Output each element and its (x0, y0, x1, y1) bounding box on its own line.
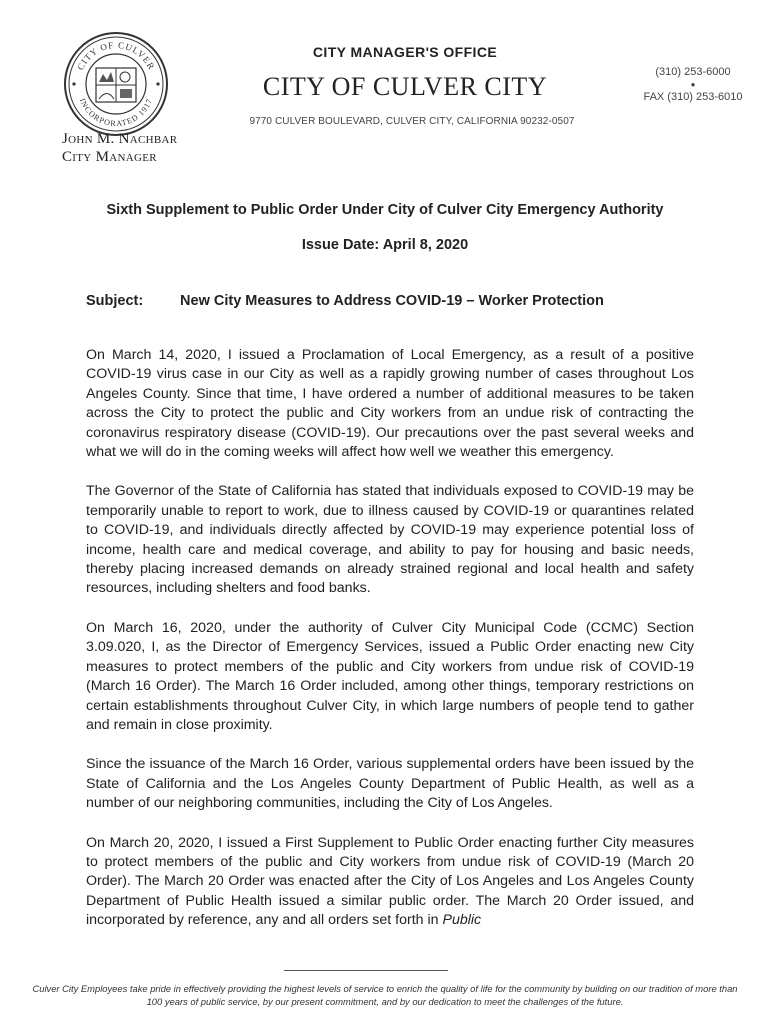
subject-line (86, 293, 604, 309)
city-manager-name: John M. Nachbar (62, 131, 178, 147)
footer-divider (284, 970, 448, 971)
city-manager-title: City Manager (62, 149, 157, 165)
seal-bottom-text: INCORPORATED 1917 (77, 96, 155, 129)
subject-label: Subject: (86, 293, 144, 309)
body-paragraph-last (86, 834, 694, 931)
svg-text:CITY OF CULVER (75, 40, 157, 72)
footer-motto: Culver City Employees take pride in effectively providing the highest levels of service to enrich the quality of life for the community by building on our tradition of more than 100 years of public service, by our present commitment, and by our dedication to meet the challenges of the future. (32, 983, 738, 1007)
issue-date: Issue Date: April 8, 2020 (301, 237, 469, 253)
city-seal-icon (62, 30, 170, 138)
body-paragraph-italic: Public (442, 912, 482, 929)
seal-top-text: CITY OF CULVER (75, 39, 157, 72)
contact-block (628, 66, 758, 103)
body-paragraph: Since the issuance of the March 16 Order, various supplemental orders have been issued by the State of California and the Los Angeles County Department of Public Health, as well as a number of our neighboring communities, including the City of Los Angeles. (86, 756, 694, 812)
bullet-icon: ● (690, 80, 696, 89)
body-paragraph: The Governor of the State of California has stated that individuals exposed to COVID-19 may be temporarily unable to report to work, due to illness caused by COVID-19 or quarantines related to COVID-19, and individuals directly affected by COVID-19 may experience potential loss of income, health care and medical coverage, and ability to pay for housing and basic needs, thereby placing increased demands on already strained regional and local health and safety resources, including shelters and food banks. (86, 483, 694, 597)
office-address: 9770 CULVER BOULEVARD, CULVER CITY, CALIFORNIA 90232-0507 (249, 116, 575, 127)
document-title: Sixth Supplement to Public Order Under City of Culver City Emergency Authority (106, 202, 664, 218)
body-paragraph: On March 14, 2020, I issued a Proclamation of Local Emergency, as a result of a positive COVID-19 virus case in our City as well as a rapidly growing number of cases throughout Los Angeles County. Since that time, I have ordered a number of additional measures to be taken across the City to protect the public and City workers from an undue risk of contracting the coronavirus respiratory disease (COVID-19). Our precautions over the past several weeks and what we will do in the coming weeks will affect how well we weather this emergency. (86, 347, 694, 461)
fax-number: FAX (310) 253-6010 (643, 91, 743, 103)
city-name: CITY OF CULVER CITY (262, 72, 548, 101)
body-paragraph-text: On March 20, 2020, I issued a First Supplement to Public Order enacting further City measures to protect members of the public and City workers from undue risk of COVID-19 (March 20 Order). The March 20 Order was enacted after the City of Los Angeles and Los Angeles County Department of Public Health issued a similar public order. The March 20 Order issued, and incorporated by reference, any and all orders set forth in (86, 834, 694, 929)
body-paragraph: On March 16, 2020, under the authority of Culver City Municipal Code (CCMC) Section 3.09.020, I, as the Director of Emergency Services, issued a Public Order enacting new City measures to protect members of the public and City workers from undue risk of COVID-19 (March 16 Order). The March 16 Order included, among other things, temporary restrictions on certain establishments throughout Culver City, in which large numbers of people tend to gather and remain in close proximity. (86, 619, 694, 733)
city-manager-block (62, 130, 177, 166)
office-label: CITY MANAGER'S OFFICE (312, 44, 498, 60)
phone-number: (310) 253-6000 (655, 66, 731, 78)
document-body (86, 346, 694, 951)
subject-text: New City Measures to Address COVID-19 – Worker Protection (180, 293, 604, 309)
